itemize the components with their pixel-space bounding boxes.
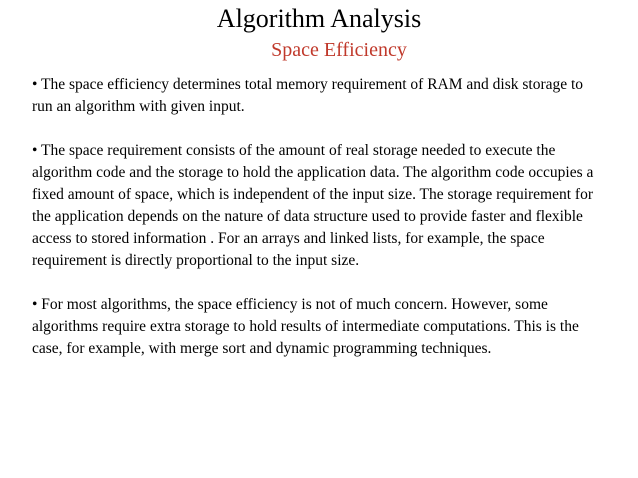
text-line: • For most algorithms, the space efficiency is not of much concern. However, some	[32, 296, 548, 313]
text-line: case, for example, with merge sort and dynamic programming techniques.	[32, 340, 492, 357]
text-line: the application depends on the nature of data structure used to provide faster and flexible	[32, 208, 583, 225]
text-line: • The space efficiency determines total memory requirement of RAM and disk storage to	[32, 76, 584, 93]
paragraph-space-requirement	[32, 140, 617, 272]
text-line: algorithms require extra storage to hold results of intermediate computations. This is the	[32, 318, 579, 335]
text-line: requirement is directly proportional to the input size.	[32, 252, 360, 269]
slide-title: Algorithm Analysis	[216, 4, 422, 33]
text-line: run an algorithm with given input.	[32, 98, 245, 115]
text-line: access to stored information . For an arrays and linked lists, for example, the space	[32, 230, 545, 247]
text-line: algorithm code and the storage to hold the application data. The algorithm code occupies a	[32, 164, 594, 181]
text-line: • The space requirement consists of the amount of real storage needed to execute the	[32, 142, 556, 159]
paragraph-space-efficiency	[32, 74, 617, 118]
slide-subtitle: Space Efficiency	[271, 39, 407, 61]
text-line: fixed amount of space, which is independent of the input size. The storage requirement for	[32, 186, 593, 203]
paragraph-most-algorithms	[32, 294, 617, 360]
slide-body	[32, 74, 617, 382]
